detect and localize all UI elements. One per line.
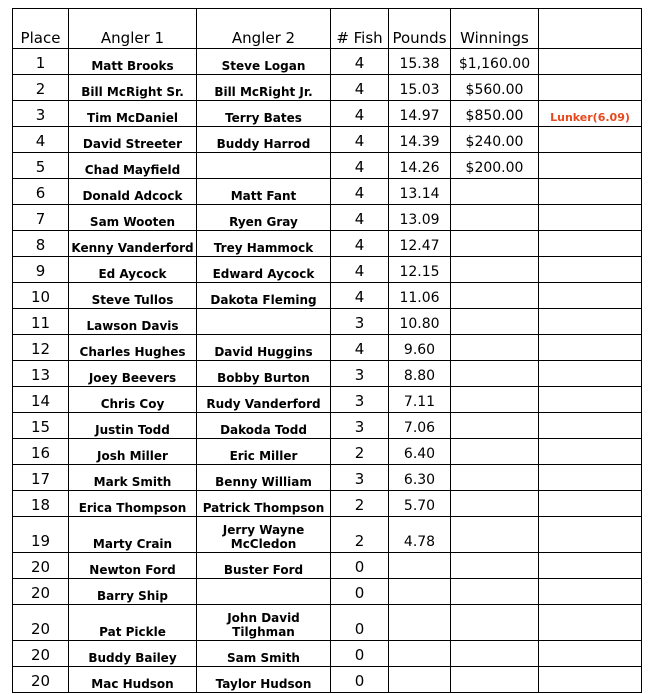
pounds-cell: 6.40	[389, 439, 451, 465]
angler-2-cell: David Huggins	[197, 335, 331, 361]
note-cell	[539, 127, 642, 153]
pounds-cell: 12.15	[389, 257, 451, 283]
angler-1-cell: Barry Ship	[69, 579, 197, 605]
table-row	[13, 553, 642, 579]
note-cell	[539, 667, 642, 693]
table-row	[13, 413, 642, 439]
note-cell	[539, 439, 642, 465]
fish-count-cell: 4	[331, 127, 389, 153]
winnings-cell	[451, 553, 539, 579]
pounds-cell: 11.06	[389, 283, 451, 309]
angler-2-cell: Benny William	[197, 465, 331, 491]
fish-count-cell: 4	[331, 75, 389, 101]
note-cell	[539, 413, 642, 439]
place-cell: 1	[13, 49, 69, 75]
note-cell	[539, 75, 642, 101]
pounds-cell	[389, 579, 451, 605]
pounds-cell	[389, 553, 451, 579]
pounds-cell: 13.09	[389, 205, 451, 231]
table-row	[13, 491, 642, 517]
place-cell: 9	[13, 257, 69, 283]
table-row	[13, 579, 642, 605]
angler-2-cell: Bobby Burton	[197, 361, 331, 387]
angler-2-cell	[197, 579, 331, 605]
note-cell	[539, 309, 642, 335]
fish-count-cell: 4	[331, 257, 389, 283]
pounds-cell: 6.30	[389, 465, 451, 491]
fish-count-cell: 3	[331, 387, 389, 413]
table-row	[13, 257, 642, 283]
place-cell: 20	[13, 605, 69, 641]
fish-count-cell: 4	[331, 179, 389, 205]
fish-count-cell: 2	[331, 517, 389, 553]
winnings-cell: $200.00	[451, 153, 539, 179]
angler-1-cell: Lawson Davis	[69, 309, 197, 335]
table-row	[13, 335, 642, 361]
angler-1-cell: Mac Hudson	[69, 667, 197, 693]
table-row	[13, 75, 642, 101]
angler-1-cell: Bill McRight Sr.	[69, 75, 197, 101]
note-cell	[539, 579, 642, 605]
note-cell	[539, 465, 642, 491]
angler-2-cell	[197, 153, 331, 179]
angler-1-cell: Josh Miller	[69, 439, 197, 465]
angler-1-cell: Newton Ford	[69, 553, 197, 579]
table-row	[13, 605, 642, 641]
pounds-cell: 7.11	[389, 387, 451, 413]
table-row	[13, 283, 642, 309]
fish-count-cell: 0	[331, 667, 389, 693]
winnings-cell	[451, 361, 539, 387]
winnings-cell	[451, 309, 539, 335]
table-row	[13, 667, 642, 693]
winnings-cell	[451, 205, 539, 231]
place-cell: 13	[13, 361, 69, 387]
fish-count-cell: 3	[331, 413, 389, 439]
header-angler-1: Angler 1	[69, 9, 197, 49]
place-cell: 16	[13, 439, 69, 465]
note-cell	[539, 231, 642, 257]
fish-count-cell: 0	[331, 641, 389, 667]
table-row	[13, 179, 642, 205]
winnings-cell: $240.00	[451, 127, 539, 153]
angler-1-cell: Chad Mayfield	[69, 153, 197, 179]
table-row	[13, 309, 642, 335]
pounds-cell: 15.03	[389, 75, 451, 101]
place-cell: 20	[13, 553, 69, 579]
fish-count-cell: 4	[331, 101, 389, 127]
note-cell	[539, 517, 642, 553]
angler-2-cell: Jerry Wayne McCledon	[197, 517, 331, 553]
winnings-cell	[451, 387, 539, 413]
angler-2-cell: Sam Smith	[197, 641, 331, 667]
pounds-cell: 13.14	[389, 179, 451, 205]
note-cell	[539, 205, 642, 231]
note-cell: Lunker(6.09)	[539, 101, 642, 127]
pounds-cell: 15.38	[389, 49, 451, 75]
header-angler-2: Angler 2	[197, 9, 331, 49]
place-cell: 6	[13, 179, 69, 205]
pounds-cell: 14.97	[389, 101, 451, 127]
angler-2-cell: Buster Ford	[197, 553, 331, 579]
table-row	[13, 517, 642, 553]
pounds-cell: 14.26	[389, 153, 451, 179]
pounds-cell: 8.80	[389, 361, 451, 387]
angler-2-cell: Patrick Thompson	[197, 491, 331, 517]
winnings-cell	[451, 335, 539, 361]
fish-count-cell: 0	[331, 605, 389, 641]
note-cell	[539, 335, 642, 361]
fish-count-cell: 4	[331, 153, 389, 179]
winnings-cell: $1,160.00	[451, 49, 539, 75]
pounds-cell: 4.78	[389, 517, 451, 553]
table-row	[13, 49, 642, 75]
winnings-cell	[451, 491, 539, 517]
fish-count-cell: 2	[331, 491, 389, 517]
angler-1-cell: Donald Adcock	[69, 179, 197, 205]
place-cell: 4	[13, 127, 69, 153]
angler-1-cell: Erica Thompson	[69, 491, 197, 517]
angler-2-cell: Steve Logan	[197, 49, 331, 75]
table-row	[13, 101, 642, 127]
pounds-cell	[389, 605, 451, 641]
header-row	[13, 9, 642, 49]
angler-1-cell: Sam Wooten	[69, 205, 197, 231]
place-cell: 19	[13, 517, 69, 553]
winnings-cell	[451, 283, 539, 309]
fish-count-cell: 4	[331, 231, 389, 257]
fish-count-cell: 3	[331, 361, 389, 387]
winnings-cell	[451, 579, 539, 605]
place-cell: 17	[13, 465, 69, 491]
angler-1-cell: Marty Crain	[69, 517, 197, 553]
note-cell	[539, 153, 642, 179]
angler-2-cell: Eric Miller	[197, 439, 331, 465]
angler-1-cell: Chris Coy	[69, 387, 197, 413]
results-table	[12, 8, 642, 693]
pounds-cell: 7.06	[389, 413, 451, 439]
place-cell: 20	[13, 641, 69, 667]
winnings-cell	[451, 179, 539, 205]
angler-1-cell: Matt Brooks	[69, 49, 197, 75]
place-cell: 5	[13, 153, 69, 179]
note-cell	[539, 361, 642, 387]
table-row	[13, 205, 642, 231]
place-cell: 20	[13, 667, 69, 693]
note-cell	[539, 283, 642, 309]
angler-1-cell: Justin Todd	[69, 413, 197, 439]
place-cell: 15	[13, 413, 69, 439]
table-row	[13, 361, 642, 387]
angler-1-cell: David Streeter	[69, 127, 197, 153]
place-cell: 12	[13, 335, 69, 361]
place-cell: 20	[13, 579, 69, 605]
place-cell: 7	[13, 205, 69, 231]
table-row	[13, 641, 642, 667]
winnings-cell	[451, 257, 539, 283]
pounds-cell: 12.47	[389, 231, 451, 257]
place-cell: 18	[13, 491, 69, 517]
place-cell: 14	[13, 387, 69, 413]
table-row	[13, 439, 642, 465]
angler-1-cell: Ed Aycock	[69, 257, 197, 283]
note-cell	[539, 605, 642, 641]
header-pounds: Pounds	[389, 9, 451, 49]
fish-count-cell: 0	[331, 553, 389, 579]
fish-count-cell: 2	[331, 439, 389, 465]
angler-2-cell: Terry Bates	[197, 101, 331, 127]
header-place: Place	[13, 9, 69, 49]
note-cell	[539, 641, 642, 667]
pounds-cell	[389, 667, 451, 693]
note-cell	[539, 49, 642, 75]
fish-count-cell: 4	[331, 283, 389, 309]
pounds-cell	[389, 641, 451, 667]
pounds-cell: 5.70	[389, 491, 451, 517]
angler-1-cell: Tim McDaniel	[69, 101, 197, 127]
place-cell: 11	[13, 309, 69, 335]
winnings-cell	[451, 231, 539, 257]
fish-count-cell: 0	[331, 579, 389, 605]
winnings-cell	[451, 465, 539, 491]
angler-1-cell: Kenny Vanderford	[69, 231, 197, 257]
table-row	[13, 127, 642, 153]
angler-2-cell: Rudy Vanderford	[197, 387, 331, 413]
place-cell: 8	[13, 231, 69, 257]
note-cell	[539, 179, 642, 205]
table-row	[13, 387, 642, 413]
table-row	[13, 231, 642, 257]
angler-2-cell: Dakoda Todd	[197, 413, 331, 439]
angler-2-cell: John David Tilghman	[197, 605, 331, 641]
fish-count-cell: 3	[331, 465, 389, 491]
note-cell	[539, 257, 642, 283]
angler-1-cell: Mark Smith	[69, 465, 197, 491]
pounds-cell: 14.39	[389, 127, 451, 153]
fish-count-cell: 3	[331, 309, 389, 335]
winnings-cell: $560.00	[451, 75, 539, 101]
table-row	[13, 153, 642, 179]
pounds-cell: 9.60	[389, 335, 451, 361]
angler-1-cell: Joey Beevers	[69, 361, 197, 387]
header-fish: # Fish	[331, 9, 389, 49]
note-cell	[539, 553, 642, 579]
angler-2-cell: Dakota Fleming	[197, 283, 331, 309]
fish-count-cell: 4	[331, 335, 389, 361]
note-cell	[539, 387, 642, 413]
header-winnings: Winnings	[451, 9, 539, 49]
header-notes	[539, 9, 642, 49]
angler-2-cell: Ryen Gray	[197, 205, 331, 231]
table-row	[13, 465, 642, 491]
place-cell: 3	[13, 101, 69, 127]
angler-1-cell: Buddy Bailey	[69, 641, 197, 667]
place-cell: 10	[13, 283, 69, 309]
winnings-cell	[451, 413, 539, 439]
winnings-cell	[451, 517, 539, 553]
angler-2-cell: Edward Aycock	[197, 257, 331, 283]
angler-2-cell	[197, 309, 331, 335]
winnings-cell	[451, 605, 539, 641]
angler-1-cell: Pat Pickle	[69, 605, 197, 641]
pounds-cell: 10.80	[389, 309, 451, 335]
winnings-cell: $850.00	[451, 101, 539, 127]
angler-2-cell: Buddy Harrod	[197, 127, 331, 153]
angler-2-cell: Matt Fant	[197, 179, 331, 205]
winnings-cell	[451, 667, 539, 693]
winnings-cell	[451, 439, 539, 465]
angler-2-cell: Taylor Hudson	[197, 667, 331, 693]
winnings-cell	[451, 641, 539, 667]
angler-1-cell: Steve Tullos	[69, 283, 197, 309]
fish-count-cell: 4	[331, 205, 389, 231]
angler-2-cell: Bill McRight Jr.	[197, 75, 331, 101]
fish-count-cell: 4	[331, 49, 389, 75]
angler-2-cell: Trey Hammock	[197, 231, 331, 257]
angler-1-cell: Charles Hughes	[69, 335, 197, 361]
place-cell: 2	[13, 75, 69, 101]
note-cell	[539, 491, 642, 517]
